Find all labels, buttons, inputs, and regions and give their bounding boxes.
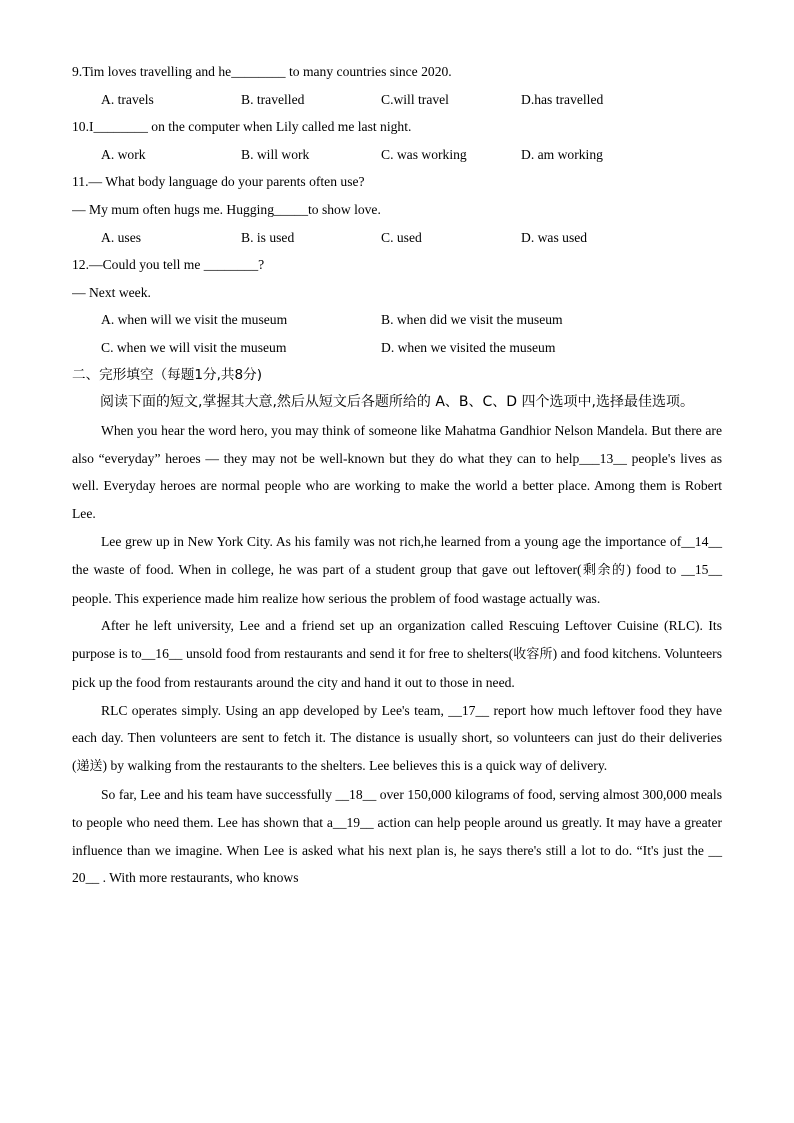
option-b: B. travelled bbox=[241, 91, 305, 107]
section-heading: 二、完形填空（每题1分,共8分) bbox=[72, 366, 263, 383]
option-d: D. was used bbox=[521, 229, 588, 245]
paragraph-text: ) food to __15__ people. This experience made him realize how serious the problem of food wastage actually was. bbox=[72, 561, 723, 606]
passage-paragraph-1 bbox=[72, 417, 722, 528]
option-b: B. will work bbox=[241, 146, 310, 162]
option-d: D. when we visited the museum bbox=[381, 339, 556, 355]
section-instruction: 阅读下面的短文,掌握其大意,然后从短文后各题所给的 A、B、C、D 四个选项中,选择最佳选项。 bbox=[100, 394, 694, 411]
option-d: D. am working bbox=[521, 146, 603, 162]
question-12-options-ab bbox=[72, 306, 722, 334]
question-11-stem: 11.— What body language do your parents often use? bbox=[72, 174, 365, 190]
question-9-stem: 9.Tim loves travelling and he________ to many countries since 2020. bbox=[72, 64, 452, 79]
option-a: A. uses bbox=[101, 229, 142, 245]
option-c: C. when we will visit the museum bbox=[101, 339, 287, 355]
cjk-gloss: 剩余的 bbox=[581, 562, 627, 578]
option-a: A. travels bbox=[101, 91, 154, 107]
paragraph-text: So far, Lee and his team have successfully __18__ over 150,000 kilograms of food, serving almost 300,000 meals to people who need them. Lee has shown that a__19__ action can help people around us greatly. It may have a greater influence than we imagine. When Lee is asked what his next plan is, he says there's still a lot to do. “It's just the __ 20__ . With more restaurants, who knows bbox=[72, 787, 722, 886]
option-a: A. when will we visit the museum bbox=[101, 312, 288, 328]
paragraph-text: Lee grew up in New York City. As his family was not rich,he learned from a young age the importance of__14__ the waste of food. When in college, he was part of a student group that gave out leftover( bbox=[72, 533, 722, 577]
option-c: C. was working bbox=[381, 146, 467, 162]
cjk-gloss: 递送 bbox=[76, 759, 103, 775]
option-a: A. work bbox=[101, 146, 146, 162]
passage-paragraph-5 bbox=[72, 781, 722, 892]
paragraph-text: When you hear the word hero, you may think of someone like Mahatma Gandhior Nelson Mandela. But there are also “everyday” heroes — they may not be well-known but they do what they can to help___13__ people's lives as well. Everyday heroes are normal people who are working to make the world a better place. Among them is Robert Lee. bbox=[72, 422, 722, 522]
question-10-stem: 10.I________ on the computer when Lily called me last night. bbox=[72, 119, 412, 135]
question-12-response: — Next week. bbox=[72, 284, 151, 300]
option-d: D.has travelled bbox=[521, 91, 604, 107]
passage-paragraph-2 bbox=[72, 528, 722, 612]
question-9-options bbox=[72, 86, 722, 114]
paragraph-text: ) and food kitchens. Volunteers pick up the food from restaurants around the city and hand it out to those in need. bbox=[72, 646, 723, 690]
paragraph-text: After he left university, Lee and a friend set up an organization called Rescuing Leftover Cuisine (RLC). Its purpose is to__16__ unsold food from restaurants and send it for free to shelters( bbox=[72, 618, 722, 662]
option-c: C.will travel bbox=[381, 91, 449, 107]
paragraph-text: RLC operates simply. Using an app developed by Lee's team, __17__ report how much leftover food they have each day. Then volunteers are sent to fetch it. The distance is usually short, so volunteers can just do their deliveries ( bbox=[72, 702, 722, 774]
question-11-options bbox=[72, 224, 722, 252]
question-12-options-cd bbox=[72, 334, 722, 362]
question-11-response: — My mum often hugs me. Hugging_____to show love. bbox=[72, 201, 381, 217]
passage-paragraph-3 bbox=[72, 612, 722, 696]
worksheet-page bbox=[72, 58, 722, 892]
option-b: B. is used bbox=[241, 229, 295, 245]
option-c: C. used bbox=[381, 229, 422, 245]
cjk-gloss: 收容所 bbox=[513, 647, 553, 663]
question-10-options bbox=[72, 141, 722, 169]
question-12-stem: 12.—Could you tell me ________? bbox=[72, 257, 265, 273]
paragraph-text: ) by walking from the restaurants to the shelters. Lee believes this is a quick way of delivery. bbox=[102, 758, 608, 774]
passage-paragraph-4 bbox=[72, 697, 722, 781]
option-b: B. when did we visit the museum bbox=[381, 312, 563, 328]
